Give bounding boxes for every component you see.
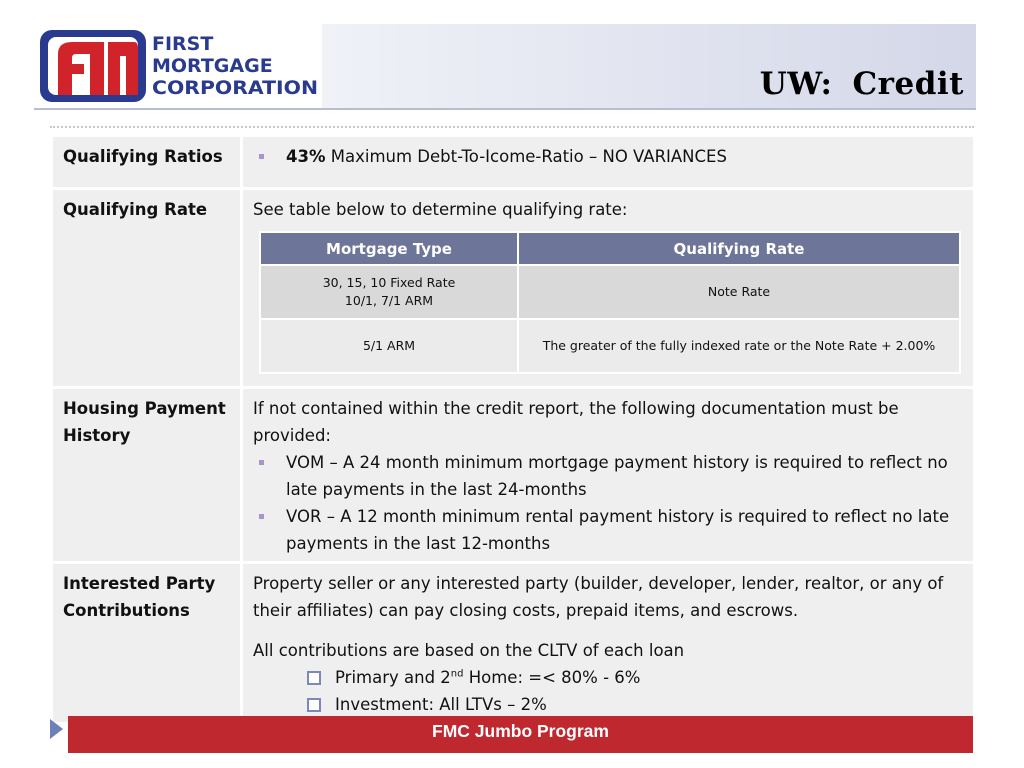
row-intro: If not contained within the credit report, the following documentation must be provided: bbox=[253, 399, 899, 445]
page-title-part2: Credit bbox=[852, 66, 964, 102]
list-item: Primary and 2nd Home: =< 80% - 6% bbox=[307, 664, 964, 691]
header-underline bbox=[34, 108, 976, 110]
page-title-part1: UW: bbox=[759, 66, 833, 102]
row-content bbox=[242, 388, 975, 563]
qualifying-rate-table bbox=[259, 231, 961, 374]
row-content bbox=[242, 563, 975, 724]
row-interested-party-contributions bbox=[52, 563, 975, 724]
row-qualifying-ratios bbox=[52, 136, 975, 189]
list-item: VOM – A 24 month minimum mortgage payment history is required to reflect no late payments in the last 24-months bbox=[253, 449, 964, 503]
hollow-box-bullet-icon bbox=[307, 698, 321, 712]
table-row bbox=[260, 265, 960, 319]
table-cell: Note Rate bbox=[518, 265, 960, 319]
header-banner bbox=[34, 24, 976, 108]
row-housing-payment-history bbox=[52, 388, 975, 563]
row-content bbox=[242, 189, 975, 388]
table-cell: 5/1 ARM bbox=[260, 319, 518, 373]
footer-text: FMC Jumbo Program bbox=[432, 721, 609, 741]
list-item: VOR – A 12 month minimum rental payment history is required to reflect no late payments in the last 12-months bbox=[253, 503, 964, 557]
dotted-divider bbox=[50, 126, 974, 128]
table-cell: 30, 15, 10 Fixed Rate 10/1, 7/1 ARM bbox=[260, 265, 518, 319]
row-label: Qualifying Ratios bbox=[52, 136, 242, 189]
row-paragraph: Property seller or any interested party (builder, developer, lender, realtor, or any of their affiliates) can pay closing costs, prepaid items, and escrows. bbox=[253, 574, 944, 620]
first-mortgage-logo-icon bbox=[34, 24, 322, 108]
hollow-box-bullet-icon bbox=[307, 671, 321, 685]
table-cell: The greater of the fully indexed rate or the Note Rate + 2.00% bbox=[518, 319, 960, 373]
row-label: Qualifying Rate bbox=[52, 189, 242, 388]
triangle-arrow-icon bbox=[50, 719, 63, 739]
table-row bbox=[260, 319, 960, 373]
column-header: Mortgage Type bbox=[260, 232, 518, 265]
row-intro: See table below to determine qualifying rate: bbox=[253, 200, 628, 219]
list-item: Investment: All LTVs – 2% bbox=[307, 691, 964, 718]
footer-bar bbox=[68, 716, 973, 753]
row-label: Interested Party Contributions bbox=[52, 563, 242, 724]
svg-text:CORPORATION: CORPORATION bbox=[152, 77, 318, 99]
list-item: 43% Maximum Debt-To-Icome-Ratio – NO VARIANCES bbox=[253, 143, 964, 170]
column-header: Qualifying Rate bbox=[518, 232, 960, 265]
svg-text:FIRST: FIRST bbox=[152, 33, 214, 55]
row-qualifying-rate bbox=[52, 189, 975, 388]
row-content bbox=[242, 136, 975, 189]
credit-criteria-table bbox=[50, 134, 976, 725]
page-title bbox=[760, 66, 964, 102]
row-paragraph: All contributions are based on the CLTV of each loan bbox=[253, 641, 685, 660]
bullet-square-icon bbox=[259, 514, 264, 519]
row-label: Housing Payment History bbox=[52, 388, 242, 563]
company-logo bbox=[34, 24, 322, 108]
svg-text:MORTGAGE: MORTGAGE bbox=[152, 55, 273, 77]
bullet-square-icon bbox=[259, 154, 264, 159]
bullet-square-icon bbox=[259, 460, 264, 465]
